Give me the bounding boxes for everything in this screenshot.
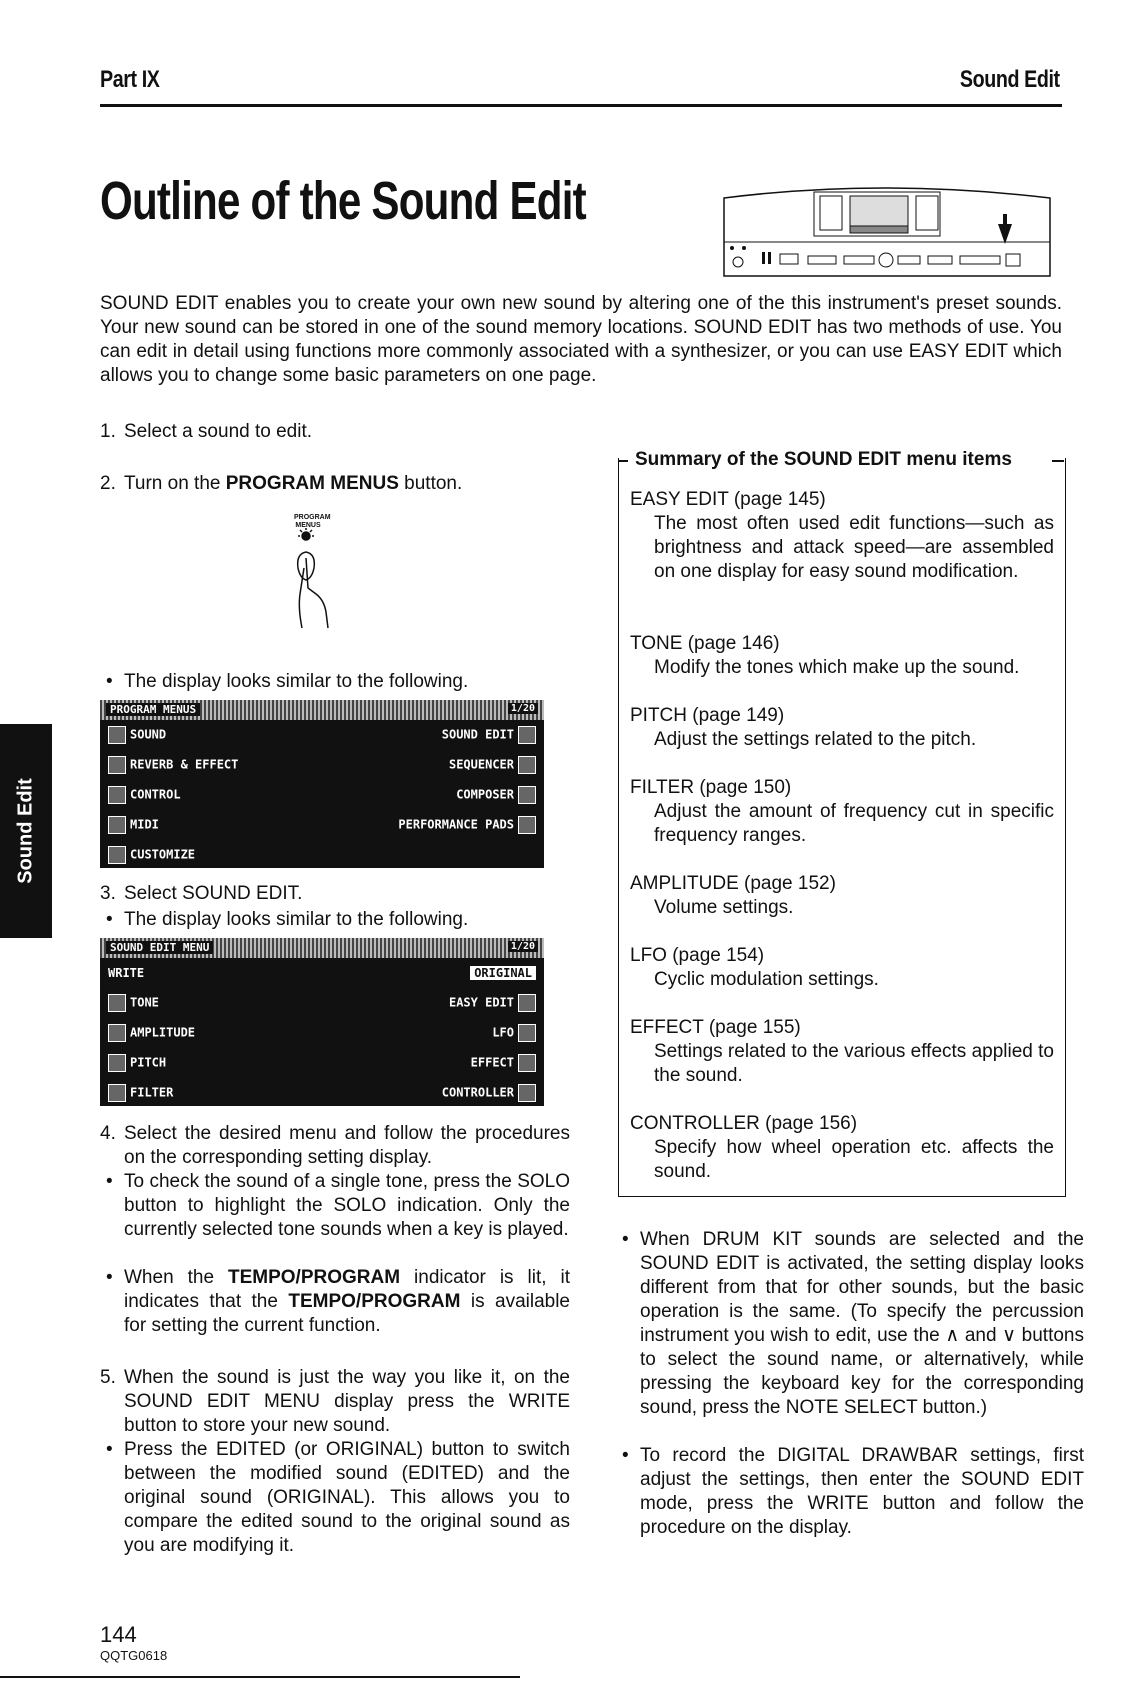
bullet-solo: • To check the sound of a single tone, press the SOLO button to highlight the SOLO indication. Only the currently selected tone sounds when a key is played.: [100, 1170, 570, 1242]
screen1-page: 1/20: [508, 703, 538, 714]
summary-item-desc: Adjust the settings related to the pitch.: [654, 729, 977, 750]
summary-item-desc: The most often used edit functions—such as brightness and attack speed—are assembled on one display for easy sound modification.: [654, 513, 1054, 582]
screen2-row: FILTER CONTROLLER: [100, 1078, 544, 1108]
summary-item: [630, 872, 1054, 920]
summary-item-head: CONTROLLER (page 156): [630, 1113, 858, 1134]
control-icon: [108, 786, 126, 804]
side-tab-label: Sound Edit: [14, 778, 37, 884]
program-menus-label: PROGRAM MENUS: [225, 473, 399, 494]
screen1-title: PROGRAM MENUS: [106, 703, 200, 716]
step-3-text: Select SOUND EDIT.: [124, 883, 303, 904]
sound-edit-icon: [518, 726, 536, 744]
step-4-number: 4.: [100, 1123, 116, 1144]
summary-item-head: EASY EDIT (page 145): [630, 489, 826, 510]
amplitude-icon: [108, 1024, 126, 1042]
summary-box-top-right: [1052, 460, 1064, 462]
finger-press-icon: [292, 528, 348, 632]
summary-item: [630, 776, 1054, 848]
step-1: [100, 420, 312, 444]
step-5-text: When the sound is just the way you like it, on the SOUND EDIT MENU display press the WRITE button to store your new sound.: [124, 1367, 570, 1436]
bullet-display-1: • The display looks similar to the following.: [100, 670, 554, 694]
tone-icon: [108, 994, 126, 1012]
pads-icon: [518, 816, 536, 834]
summary-item-desc: Modify the tones which make up the sound.: [654, 657, 1020, 678]
step-5: [100, 1366, 570, 1438]
step-2-number: 2.: [100, 473, 116, 494]
summary-item-head: EFFECT (page 155): [630, 1017, 801, 1038]
summary-item: [630, 488, 1054, 584]
header-rule: [100, 104, 1062, 107]
reverb-icon: [108, 756, 126, 774]
document-code: QQTG0618: [100, 1648, 168, 1663]
sound-icon: [108, 726, 126, 744]
summary-item: [630, 704, 1054, 752]
program-menus-screen: [100, 700, 544, 868]
page-title: Outline of the Sound Edit: [100, 171, 586, 231]
screen2-row: WRITE ORIGINAL: [100, 958, 544, 988]
intro-paragraph: SOUND EDIT enables you to create your own new sound by altering one of the this instrument's preset sounds. Your new sound can be stored in one of the sound memory locations. SOUND EDIT has two methods of use. You can edit in detail using functions more commonly associated with a synthesizer, or you can use EASY EDIT which allows you to change some basic parameters on one page.: [100, 293, 1062, 386]
step-2: 2. Turn on the PROGRAM MENUS button.: [100, 473, 463, 494]
screen1-row: CONTROL COMPOSER: [100, 780, 544, 810]
filter-icon: [108, 1084, 126, 1102]
instrument-panel-illustration: [722, 184, 1052, 278]
sound-edit-menu-screen: [100, 938, 544, 1106]
header-part: Part IX: [100, 66, 160, 93]
header-section: Sound Edit: [960, 66, 1060, 93]
summary-item-head: LFO (page 154): [630, 945, 765, 966]
customize-icon: [108, 846, 126, 864]
screen2-title: SOUND EDIT MENU: [106, 941, 213, 954]
screen1-row: SOUND SOUND EDIT: [100, 720, 544, 750]
step-4: [100, 1122, 570, 1170]
summary-box-top-left: [618, 460, 628, 462]
screen2-title-bar: [100, 938, 544, 958]
screen1-row: REVERB & EFFECT SEQUENCER: [100, 750, 544, 780]
summary-item: [630, 1112, 1054, 1184]
step-4-text: Select the desired menu and follow the procedures on the corresponding setting display.: [124, 1123, 570, 1168]
side-tab: [0, 724, 52, 938]
summary-title: Summary of the SOUND EDIT menu items: [632, 449, 1015, 471]
pitch-icon: [108, 1054, 126, 1072]
sequencer-icon: [518, 756, 536, 774]
controller-icon: [518, 1084, 536, 1102]
summary-item: [630, 632, 1054, 680]
composer-icon: [518, 786, 536, 804]
page-number: 144: [100, 1622, 137, 1647]
summary-item: [630, 1016, 1054, 1088]
screen2-row: PITCH EFFECT: [100, 1048, 544, 1078]
step-5-number: 5.: [100, 1367, 116, 1388]
screen1-row: MIDI PERFORMANCE PADS: [100, 810, 544, 840]
step-1-number: 1.: [100, 421, 116, 442]
step-1-text: Select a sound to edit.: [124, 421, 313, 442]
summary-item-desc: Specify how wheel operation etc. affects the sound.: [654, 1137, 1054, 1182]
easy-edit-icon: [518, 994, 536, 1012]
bottom-rule: [0, 1676, 520, 1678]
screen2-page: 1/20: [508, 941, 538, 952]
step-3-number: 3.: [100, 883, 116, 904]
effect-icon: [518, 1054, 536, 1072]
summary-item: [630, 944, 1054, 992]
screen1-title-bar: [100, 700, 544, 720]
bullet-tempo: • When the TEMPO/PROGRAM indicator is lit, it indicates that the TEMPO/PROGRAM is available for setting the current function.: [100, 1266, 570, 1338]
midi-icon: [108, 816, 126, 834]
summary-item-head: AMPLITUDE (page 152): [630, 873, 836, 894]
lfo-icon: [518, 1024, 536, 1042]
step-3: [100, 882, 302, 906]
screen1-row: CUSTOMIZE: [100, 840, 544, 870]
summary-item-head: FILTER (page 150): [630, 777, 792, 798]
bullet-drawbar: • To record the DIGITAL DRAWBAR settings, first adjust the settings, then enter the SOUND EDIT mode, press the WRITE button and follow the procedure on the display.: [616, 1444, 1084, 1540]
summary-item-desc: Settings related to the various effects applied to the sound.: [654, 1041, 1054, 1086]
screen2-row: TONE EASY EDIT: [100, 988, 544, 1018]
summary-item-desc: Adjust the amount of frequency cut in specific frequency ranges.: [654, 801, 1054, 846]
screen2-row: AMPLITUDE LFO: [100, 1018, 544, 1048]
summary-item-desc: Volume settings.: [654, 897, 794, 918]
summary-item-head: TONE (page 146): [630, 633, 780, 654]
bullet-display-2: • The display looks similar to the following.: [100, 908, 554, 932]
bullet-edited: • Press the EDITED (or ORIGINAL) button to switch between the modified sound (EDITED) and the original sound (ORIGINAL). This allows you to compare the edited sound to the original sound as you are modifying it.: [100, 1438, 570, 1558]
bullet-drum-kit: • When DRUM KIT sounds are selected and the SOUND EDIT is activated, the setting display looks different from that for other sounds, but the basic operation is the same. (To specify the percussion instrument you wish to edit, use the ∧ and ∨ buttons to select the sound name, or alternatively, while pressing the keyboard key for the corresponding sound, press the NOTE SELECT button.): [616, 1228, 1084, 1420]
summary-item-desc: Cyclic modulation settings.: [654, 969, 879, 990]
program-menus-button-label: PROGRAM MENUS: [294, 514, 331, 529]
summary-item-head: PITCH (page 149): [630, 705, 785, 726]
